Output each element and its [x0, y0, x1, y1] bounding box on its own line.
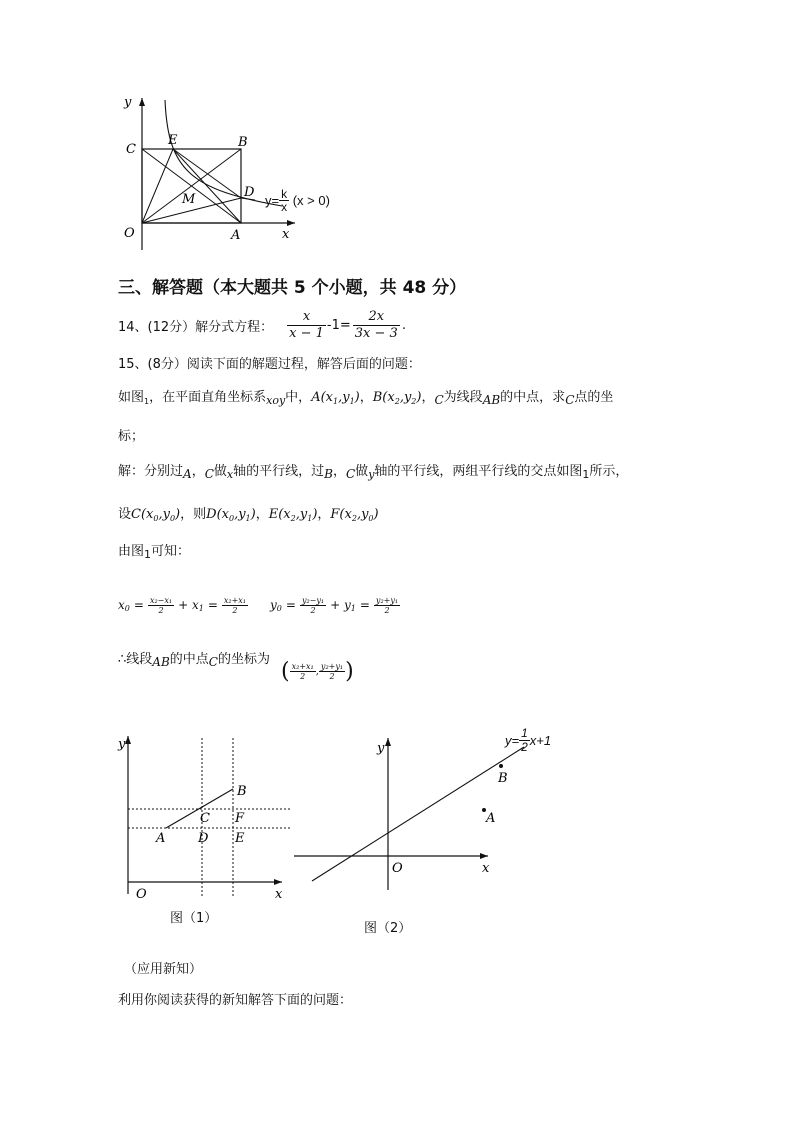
curve-eq-den: x	[281, 200, 288, 214]
q15-line2-text-h: 的中点，求	[500, 390, 566, 405]
q15-conclusion	[118, 648, 270, 667]
q15-line5-F-sub1: 2	[351, 514, 357, 523]
curve-eq-cond: (x > 0)	[292, 193, 330, 208]
fig2-x-label: x	[482, 861, 490, 876]
fig-top-origin: O	[124, 226, 135, 241]
fig-top-E: E	[168, 133, 178, 148]
q15-line6	[118, 540, 190, 559]
q15-line5-E-end: )	[312, 507, 318, 522]
q15-line5-text-b: ，则	[180, 507, 207, 522]
q15-line4-y: y	[368, 468, 375, 481]
q15-line4-B: B	[324, 467, 333, 481]
fig-top-x-label: x	[282, 227, 290, 242]
q15-line5-F: F(x	[330, 507, 352, 522]
eq-frac-3-den: 2	[310, 605, 316, 615]
q14-rhs-num: 2x	[353, 309, 400, 326]
apply-new-knowledge: （应用新知）	[124, 962, 203, 977]
q15-line5-E-sub2: 1	[307, 514, 313, 523]
eq-x0: x	[118, 598, 125, 612]
midpoint-equations	[118, 590, 400, 620]
q15-line4	[118, 460, 628, 479]
q15-line4-text-a: 解：分别过	[118, 464, 184, 479]
q15-line2-C: C	[434, 393, 444, 407]
fig2-y-label: y	[377, 741, 385, 756]
eq-frac-3	[300, 596, 326, 615]
q15-line5-D-sub1: 0	[228, 514, 235, 523]
q14-rhs-fraction	[353, 309, 400, 342]
q15-line2-fig-num: 1	[144, 397, 150, 406]
q15-line2-A-sub1: 1	[332, 397, 339, 406]
figure-1	[112, 732, 302, 904]
q15-line4-text-g: 轴的平行线，两组平行线的交点如图	[374, 464, 583, 479]
q14-rhs-den: 3x − 3	[354, 325, 398, 341]
eq-frac-1	[148, 596, 174, 615]
q15-line4-comma1: ，	[191, 464, 205, 479]
fig1-x-label: x	[275, 887, 283, 902]
eq-frac-4-num: y₂+y₁	[375, 595, 399, 605]
q15-line2-text-c: ，在平面直角坐标系	[149, 390, 267, 405]
q15-line4-x: x	[226, 468, 234, 481]
q15-line2-B-sub2: 2	[411, 397, 417, 406]
q15-line4-C: C	[204, 467, 214, 481]
q15-line2-text-g: 为线段	[443, 390, 483, 405]
q15-line2-AB: AB	[482, 393, 501, 407]
q15-line5-C-sub1: 0	[153, 514, 159, 523]
q15-line2-B-end: )	[416, 390, 422, 405]
concl-frac-y-num: y₂+y₁	[320, 661, 344, 671]
fig2-eq-prefix: y=	[505, 732, 520, 748]
curve-eq-prefix: y=	[265, 193, 280, 208]
q15-line5-E: E(x	[268, 507, 291, 522]
q15-line5-comma1: ，	[255, 507, 269, 522]
q15-line4-C2: C	[345, 467, 356, 481]
q15-line5-C-end: )	[175, 507, 181, 522]
fig2-line-equation	[505, 722, 551, 758]
fig-top-M: M	[182, 192, 196, 207]
section-heading: 三、解答题（本大题共 5 个小题，共 48 分）	[118, 278, 467, 298]
eq-frac-3-num: y₂−y₁	[301, 595, 325, 605]
eq-plus-y1: + y	[330, 598, 351, 612]
fig1-F: F	[235, 811, 245, 826]
eq-frac-4-den: 2	[384, 605, 390, 615]
q15-line2-text-a: 如图	[118, 390, 145, 405]
q14-prefix: 14、(12分）解分式方程：	[118, 319, 274, 335]
q15-line4-text-c: 做	[213, 464, 227, 479]
eq-plus-x1: + x	[178, 598, 199, 612]
q15-line5-C: C(x	[131, 507, 154, 522]
q15-line1: 15、(8分）阅读下面的解题过程，解答后面的问题：	[118, 357, 421, 372]
curve-eq-num: k	[281, 187, 288, 201]
q15-line2-xoy: xoy	[266, 394, 286, 407]
q15-line5-D: D(x	[206, 507, 229, 522]
eq-frac-1-num: x₂−x₁	[149, 595, 173, 605]
fig-top-B: B	[238, 135, 248, 150]
concl-frac-y-den: 2	[329, 671, 335, 681]
eq-equals-1: =	[133, 598, 144, 612]
q15-line5-E-mid: ,y	[295, 507, 308, 522]
concl-frac-x-den: 2	[300, 671, 306, 681]
fig-top-D: D	[244, 185, 255, 200]
q14-lhs-fraction	[287, 309, 326, 342]
q15-line2-A-mid: ,y	[338, 390, 350, 405]
q15-line6-fig-num: 1	[144, 548, 152, 561]
eq-frac-4	[374, 596, 400, 615]
q15-line5	[118, 503, 379, 522]
eq-frac-2-num: x₂+x₁	[223, 595, 247, 605]
fig1-E: E	[235, 831, 245, 846]
q15-line4-comma2: ，	[332, 464, 346, 479]
fig-top-y-label: y	[124, 95, 132, 110]
concl-comma: ,	[315, 665, 319, 677]
concl-text-a: ∴线段	[118, 652, 153, 667]
fig-top-A: A	[231, 228, 241, 243]
q15-line5-F-mid: ,y	[356, 507, 369, 522]
eq-frac-2	[222, 596, 248, 615]
fig2-caption: 图（2）	[364, 921, 412, 936]
eq-plus-y1-sub: 1	[350, 603, 356, 613]
fig2-eq-fraction	[519, 727, 530, 754]
q15-line4-text-f: 做	[355, 464, 369, 479]
q14-lhs-num: x	[287, 309, 326, 326]
q15-line6-text-a: 由图	[118, 544, 145, 559]
q15-line6-text-b: 可知：	[151, 544, 191, 559]
eq-frac-2-den: 2	[232, 605, 238, 615]
fig2-eq-den: 2	[521, 739, 528, 754]
q15-line2-comma2: ，	[421, 390, 435, 405]
q15-line5-D-mid: ,y	[234, 507, 246, 522]
q15-line2-B: B(x	[372, 390, 395, 405]
fig2-A: A	[486, 811, 496, 826]
curve-eq-fraction	[279, 188, 289, 213]
q15-line5-C-sub2: 0	[169, 514, 176, 523]
concl-frac-x-num: x₂+x₁	[291, 661, 314, 671]
q15-line4-text-h: 所示，	[589, 464, 629, 479]
fig1-y-label: y	[118, 737, 126, 752]
q15-line2-A-sub2: 1	[349, 397, 355, 406]
eq-plus-x1-sub: 1	[198, 603, 204, 613]
eq-equals-3: =	[285, 598, 296, 612]
q15-line2-text-i: 点的坐	[574, 390, 614, 405]
fig1-C: C	[200, 811, 210, 826]
instruction-line: 利用你阅读获得的新知解答下面的问题：	[118, 993, 353, 1008]
concl-right-paren: )	[345, 658, 354, 684]
fig1-caption: 图（1）	[170, 911, 218, 926]
q15-line5-F-sub2: 0	[368, 514, 374, 523]
q15-line2-A-end: )	[354, 390, 360, 405]
fig2-eq-num: 1	[521, 725, 528, 740]
eq-y0-sub: 0	[276, 603, 282, 613]
fig2-B: B	[498, 771, 508, 786]
q15-line2	[118, 386, 613, 405]
q15-line4-text-d: 轴的平行线，过	[233, 464, 325, 479]
fig1-A: A	[156, 831, 166, 846]
conclusion-coordinates	[281, 656, 354, 686]
q15-line2-text-d: 中，	[285, 390, 312, 405]
eq-frac-1-den: 2	[158, 605, 164, 615]
fig1-D: D	[198, 831, 209, 846]
q15-line2-A: A(x	[311, 390, 333, 405]
concl-AB: AB	[152, 655, 170, 669]
q15-line5-text-a: 设	[118, 507, 132, 522]
fig1-B: B	[237, 784, 247, 799]
q15-line5-F-end: )	[373, 507, 379, 522]
concl-frac-y	[319, 662, 345, 681]
q15-line5-D-sub2: 1	[245, 514, 251, 523]
fig2-eq-suffix: x+1	[529, 732, 552, 748]
q15-line2-B-mid: ,y	[399, 390, 412, 405]
q15-line5-comma2: ，	[317, 507, 331, 522]
curve-equation	[265, 188, 330, 213]
eq-x0-sub: 0	[124, 603, 130, 613]
concl-C: C	[208, 655, 218, 669]
q15-line2-B-sub1: 2	[394, 397, 400, 406]
q15-line4-A: A	[183, 467, 192, 481]
q15-line5-E-sub1: 2	[290, 514, 296, 523]
q15-line2-C2: C	[565, 393, 575, 407]
concl-left-paren: (	[281, 658, 290, 684]
q14-minus-one: -1=	[326, 317, 351, 333]
eq-y0: y	[270, 598, 277, 612]
fig-top-C: C	[126, 142, 136, 157]
concl-text-c: 的坐标为	[217, 652, 270, 667]
concl-frac-x	[290, 662, 316, 681]
q15-line4-fig-num: 1	[582, 468, 590, 481]
eq-equals-2: =	[207, 598, 218, 612]
q15-line5-C-mid: ,y	[158, 507, 170, 522]
q14-end: .	[401, 317, 406, 333]
q15-line2-comma1: ，	[359, 390, 373, 405]
question-14	[118, 305, 406, 345]
q15-line5-D-end: )	[250, 507, 256, 522]
eq-equals-4: =	[359, 598, 370, 612]
q14-lhs-den: x − 1	[289, 325, 324, 341]
q15-line3: 标；	[118, 429, 145, 444]
fig2-origin: O	[392, 861, 403, 876]
concl-text-b: 的中点	[169, 652, 209, 667]
fig1-origin: O	[136, 887, 147, 902]
figure-hyperbola-rectangle	[110, 90, 360, 250]
